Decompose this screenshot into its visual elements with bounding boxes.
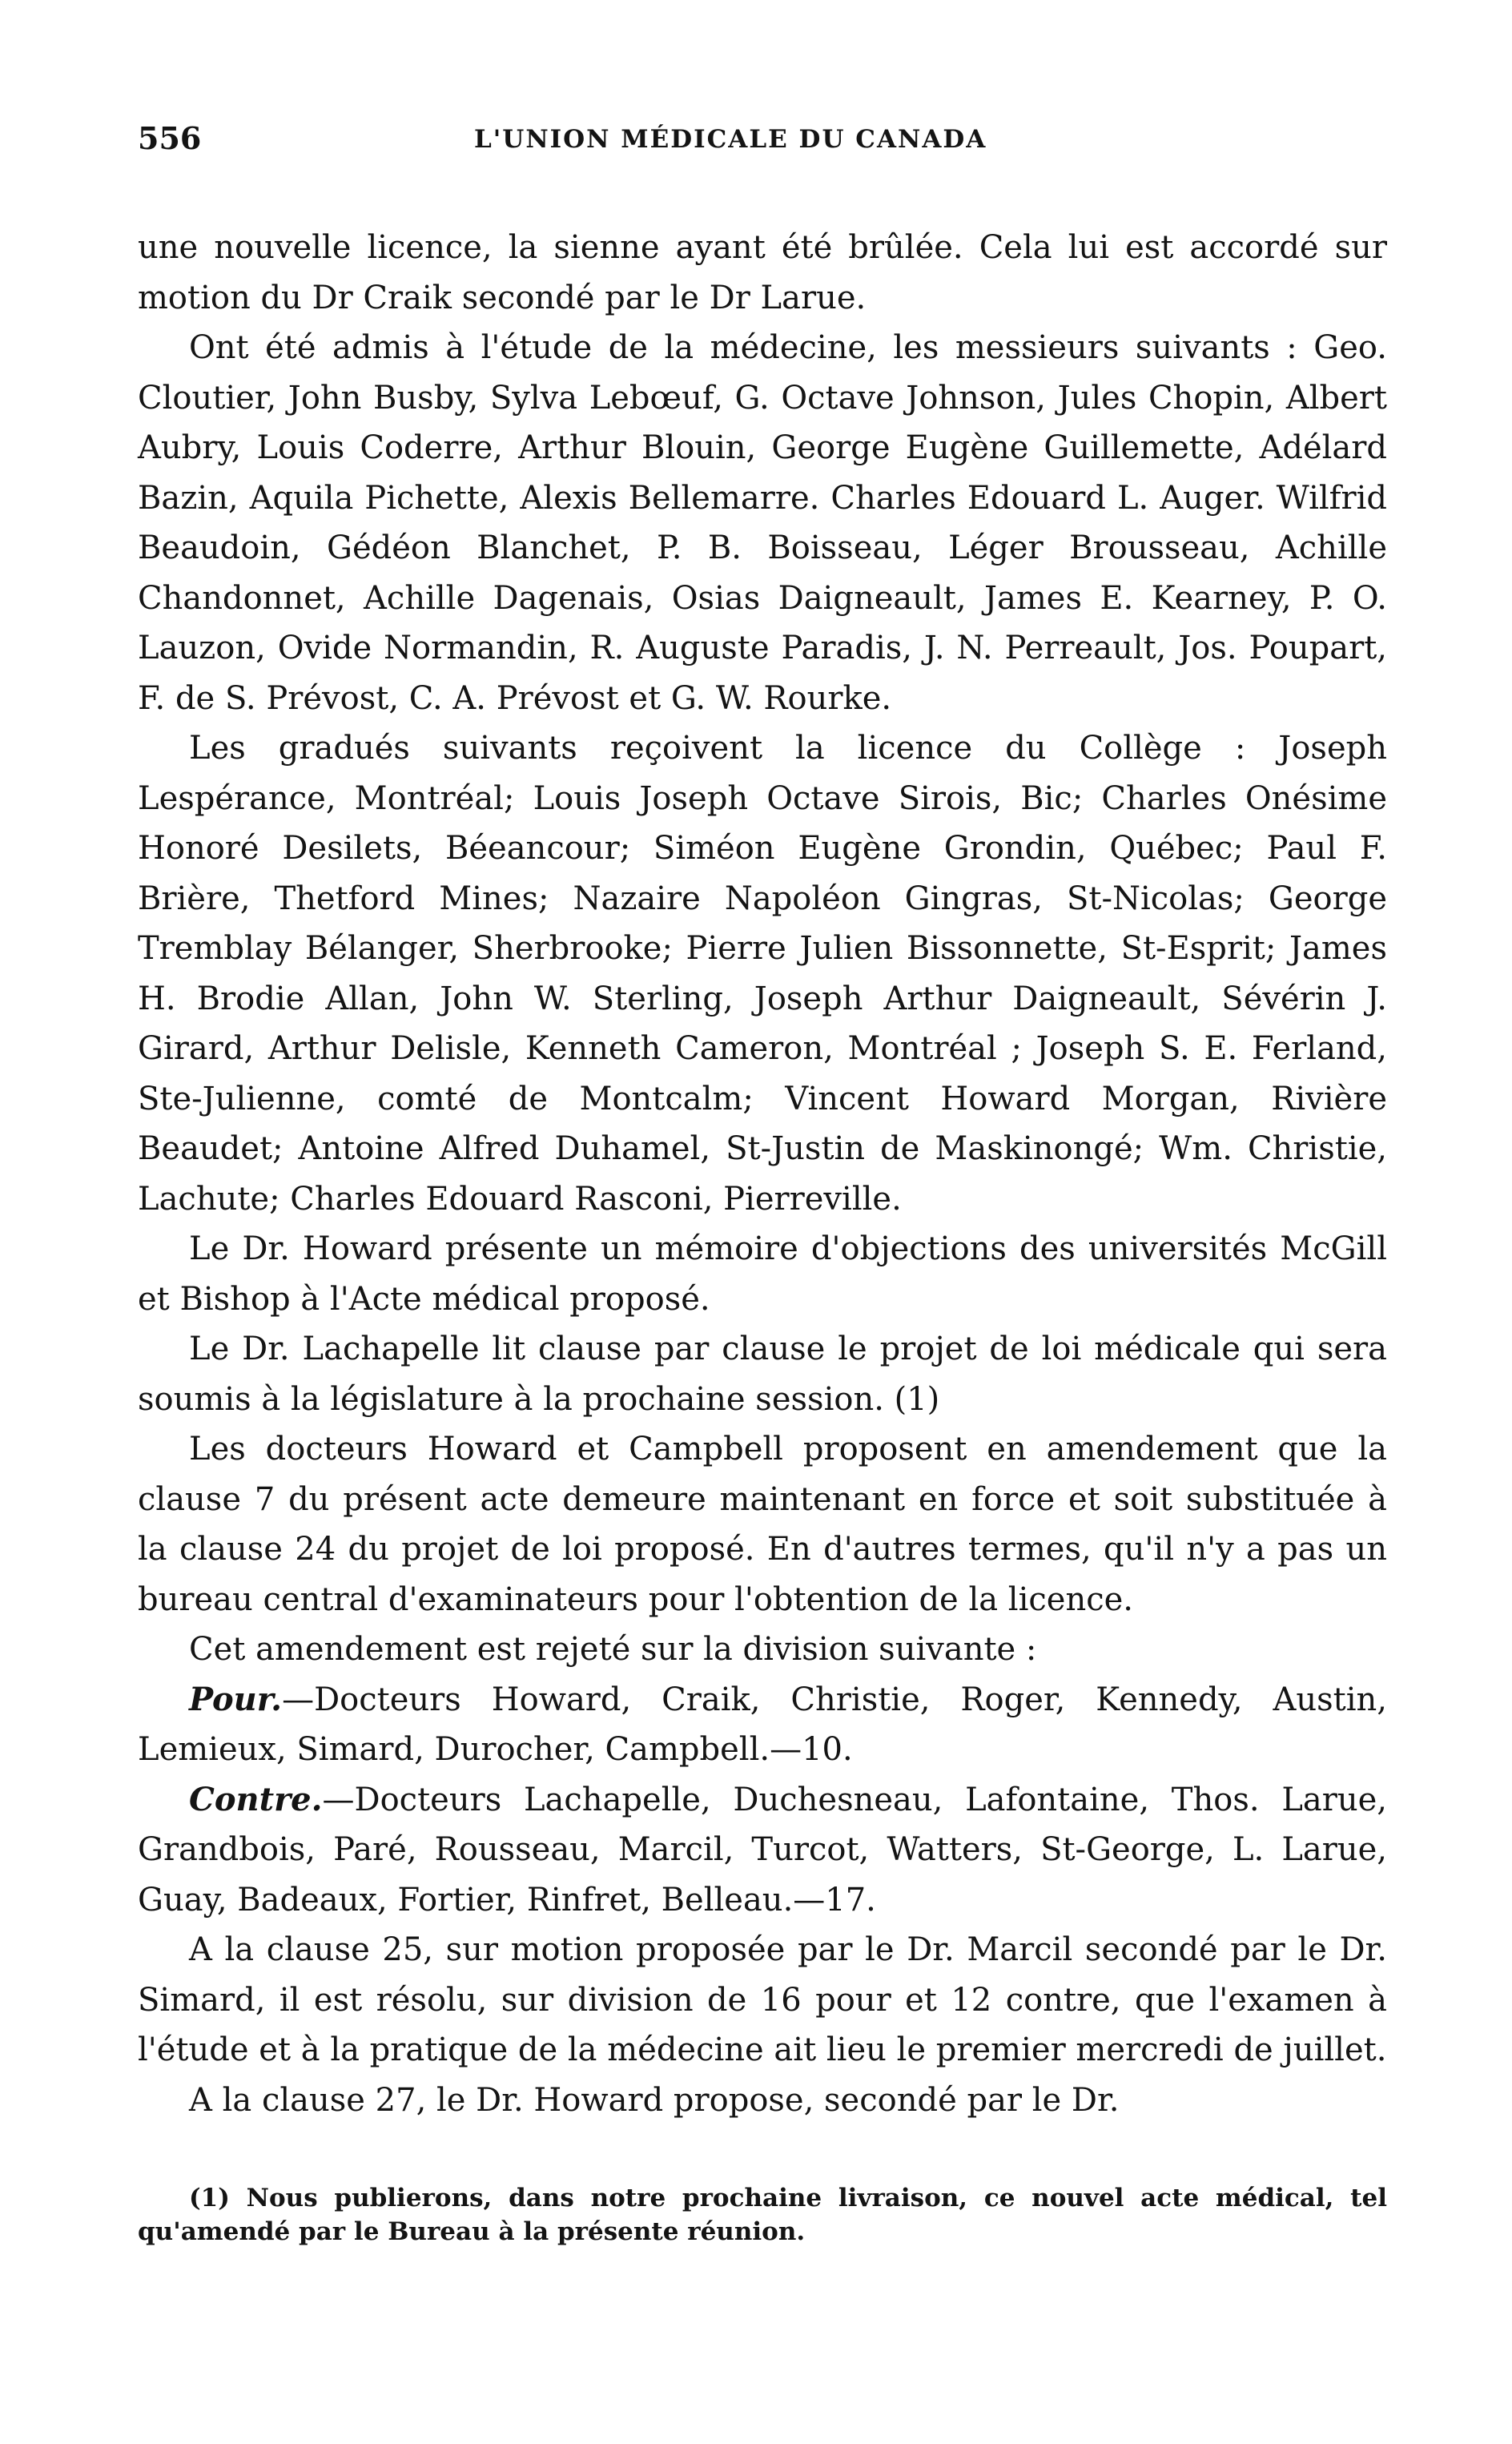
paragraph: A la clause 27, le Dr. Howard propose, secondé par le Dr. [189,2081,1120,2119]
vote-for-paragraph: Pour.—Docteurs Howard, Craik, Christie, Roger, Kennedy, Austin, Lemieux, Simard, Durocher, Campbell.—10. [138,1680,1387,1768]
vote-against-lead: Contre. [189,1780,323,1818]
paragraph: Le Dr. Lachapelle lit clause par clause le projet de loi médicale qui sera soumis à la législature à la prochaine session. (1) [138,1331,1387,1418]
vote-for-lead: Pour. [189,1680,283,1718]
document-page [138,120,1387,2273]
running-title: L'UNION MÉDICALE DU CANADA [474,125,987,154]
paragraph: A la clause 25, sur motion proposée par le Dr. Marcil secondé par le Dr. Simard, il est résolu, sur division de 16 pour et 12 contre, que l'examen à l'étude et à la pratique de la médecine ait lieu le premier mercredi de juillet. [138,1931,1387,2068]
footnote: (1) Nous publierons, dans notre prochaine livraison, ce nouvel acte médical, tel qu'amendé par le Bureau à la présente réunion. [138,2184,1387,2246]
body-text [138,223,1387,2125]
running-head [138,120,1387,176]
paragraph: Les docteurs Howard et Campbell proposent en amendement que la clause 7 du présent acte demeure maintenant en force et soit substituée à la clause 24 du projet de loi proposé. En d'autres termes, qu'il n'y a pas un bureau central d'examinateurs pour l'obtention de la licence. [138,1431,1387,1618]
page-number: 556 [138,120,202,156]
paragraph: Le Dr. Howard présente un mémoire d'objections des universités McGill et Bishop à l'Acte médical proposé. [138,1230,1387,1318]
paragraph: Les gradués suivants reçoivent la licence du Collège : Joseph Lespérance, Montréal; Louis Joseph Octave Sirois, Bic; Charles Onésime Honoré Desilets, Béeancour; Siméon Eugène Grondin, Québec; Paul F. Brière, Thetford Mines; Nazaire Napoléon Gingras, St-Nicolas; George Tremblay Bélanger, Sherbrooke; Pierre Julien Bissonnette, St-Esprit; James H. Brodie Allan, John W. Sterling, Joseph Arthur Daigneault, Sévérin J. Girard, Arthur Delisle, Kenneth Cameron, Montréal ; Joseph S. E. Ferland, Ste-Julienne, comté de Montcalm; Vincent Howard Morgan, Rivière Beaudet; Antoine Alfred Duhamel, St-Justin de Maskinongé; Wm. Christie, Lachute; Charles Edouard Rasconi, Pierreville. [138,730,1387,1218]
paragraph: une nouvelle licence, la sienne ayant été brûlée. Cela lui est accordé sur motion du Dr Craik secondé par le Dr Larue. [138,229,1387,316]
paragraph: Ont été admis à l'étude de la médecine, les messieurs suivants : Geo. Cloutier, John Busby, Sylva Lebœuf, G. Octave Johnson, Jules Chopin, Albert Aubry, Louis Coderre, Arthur Blouin, George Eugène Guillemette, Adélard Bazin, Aquila Pichette, Alexis Bellemarre. Charles Edouard L. Auger. Wilfrid Beaudoin, Gédéon Blanchet, P. B. Boisseau, Léger Brousseau, Achille Chandonnet, Achille Dagenais, Osias Daigneault, James E. Kearney, P. O. Lauzon, Ovide Normandin, R. Auguste Paradis, J. N. Perreault, Jos. Poupart, F. de S. Prévost, C. A. Prévost et G. W. Rourke. [138,329,1387,717]
paragraph: Cet amendement est rejeté sur la division suivante : [189,1631,1037,1668]
vote-against-paragraph: Contre.—Docteurs Lachapelle, Duchesneau, Lafontaine, Thos. Larue, Grandbois, Paré, Rousseau, Marcil, Turcot, Watters, St-George, L. Larue, Guay, Badeaux, Fortier, Rinfret, Belleau.—17. [138,1780,1387,1919]
